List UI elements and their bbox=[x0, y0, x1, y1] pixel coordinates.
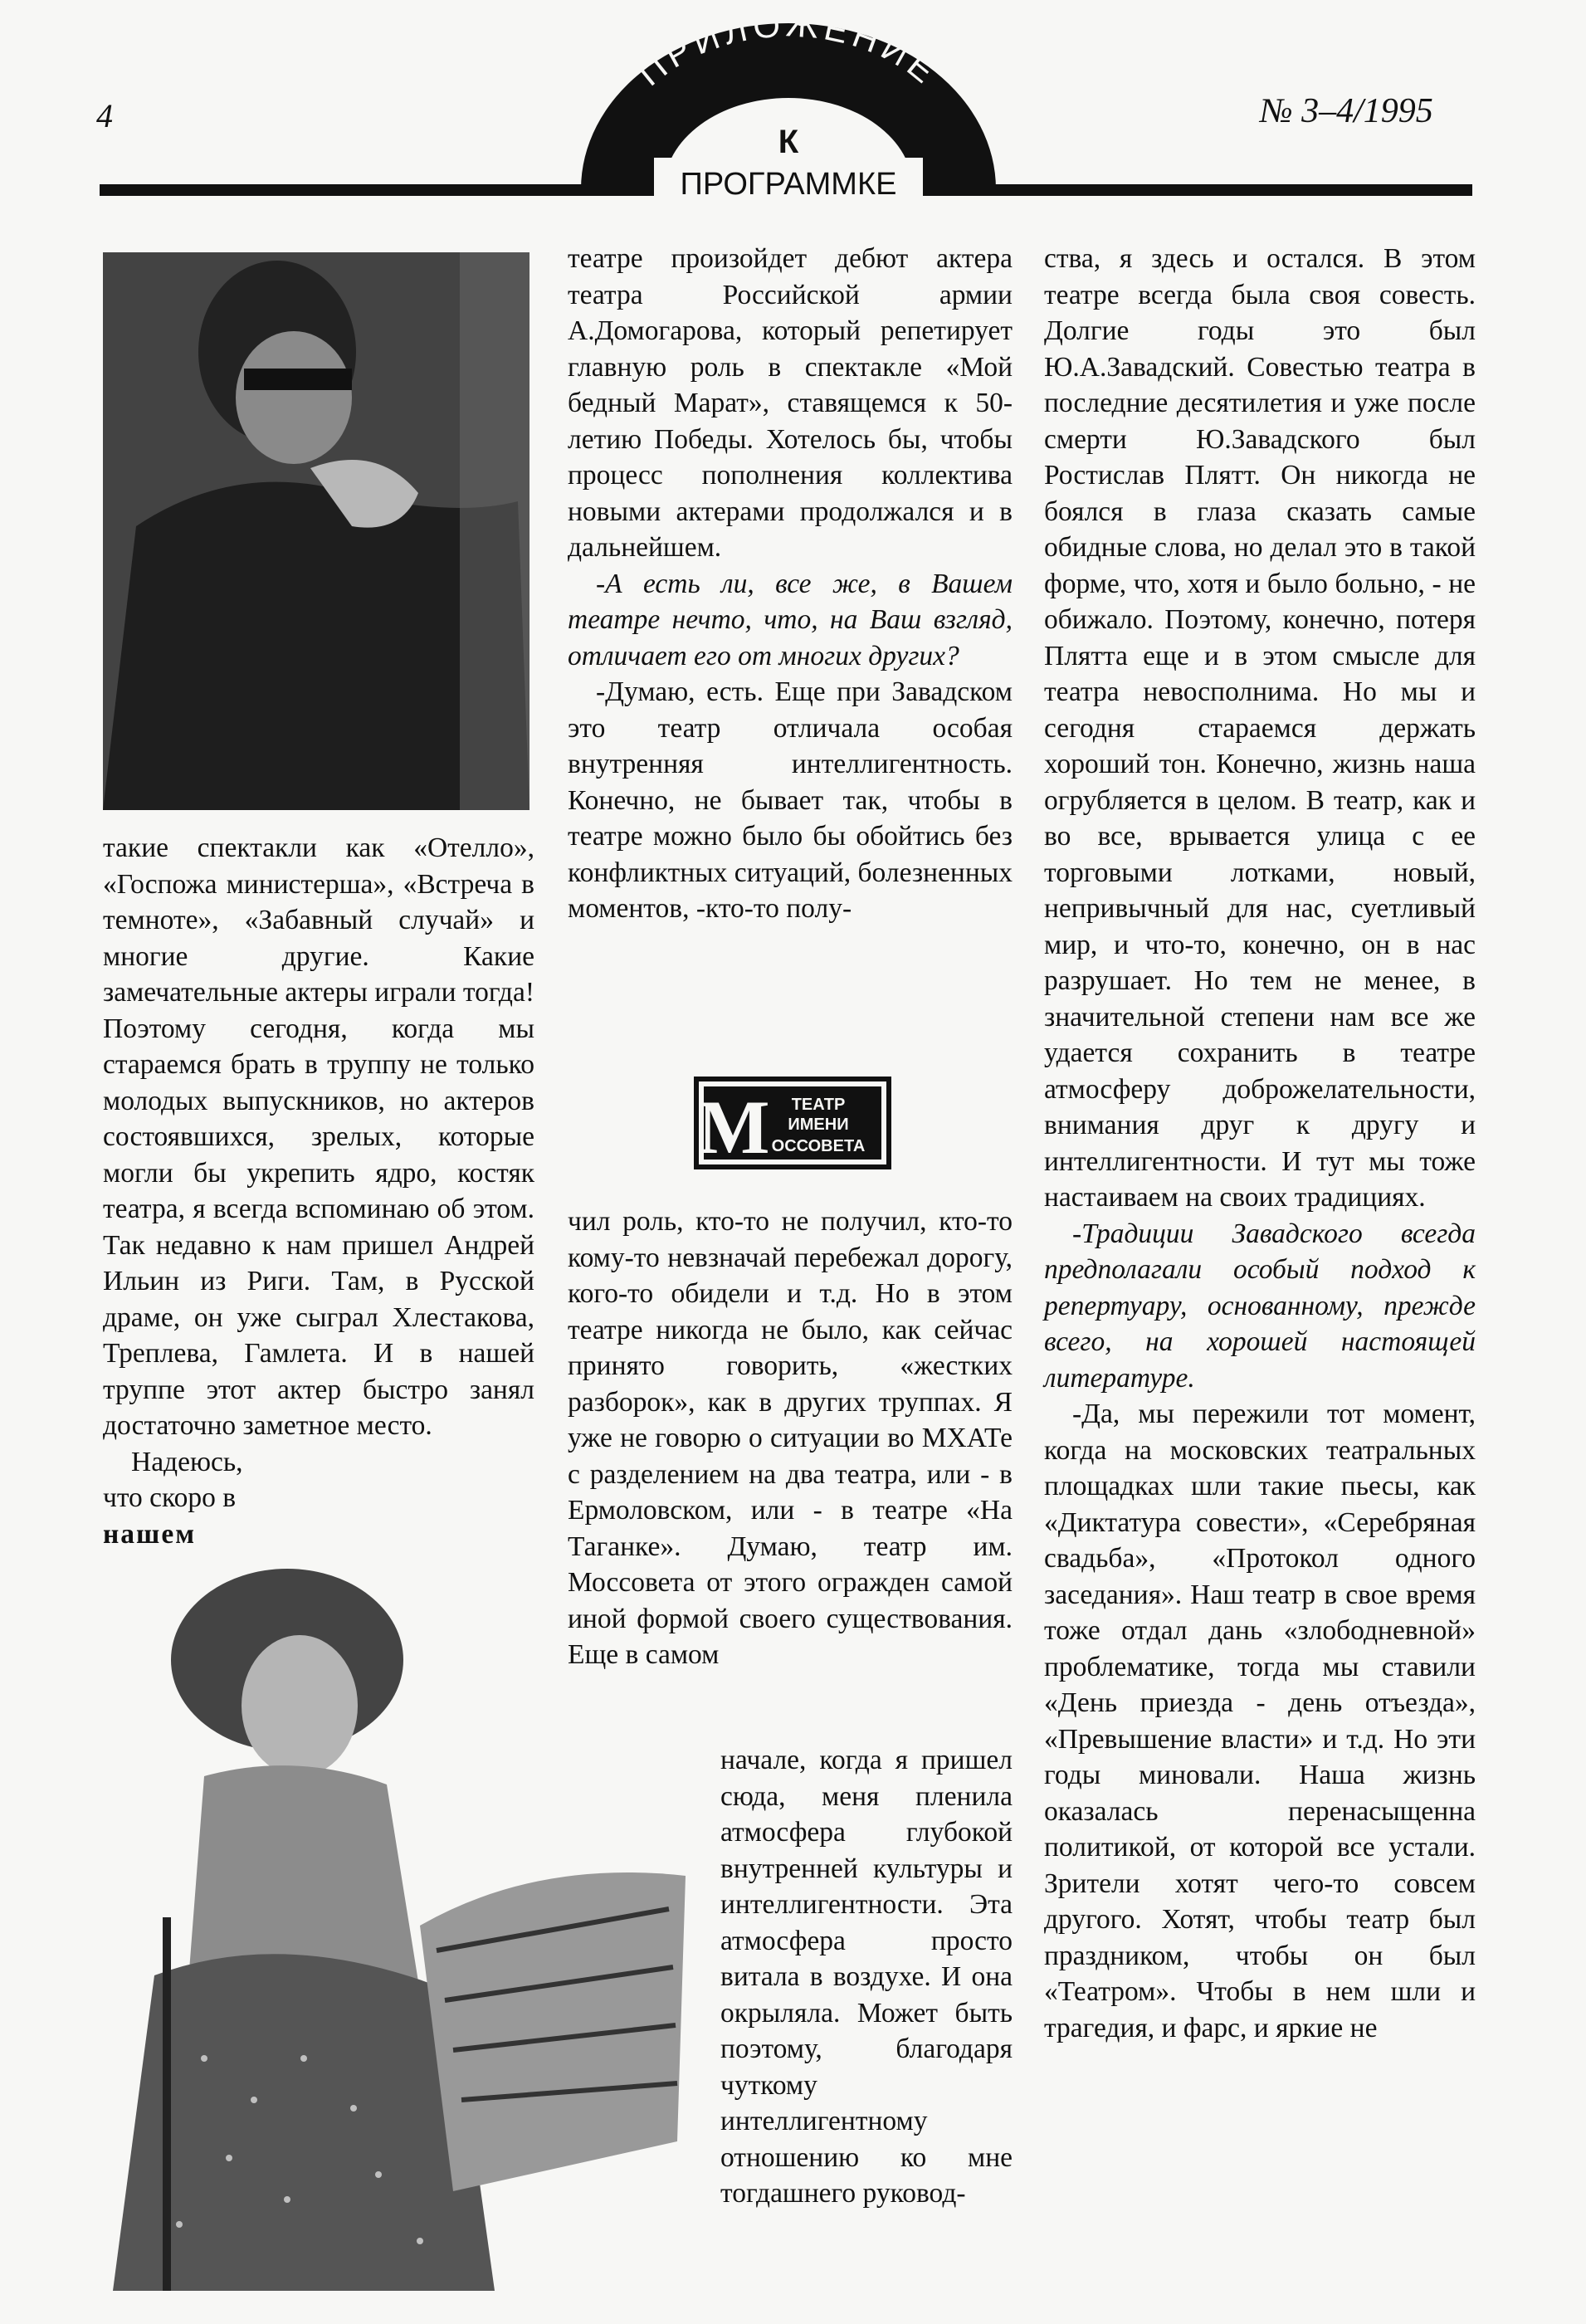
col1-line: нашем bbox=[103, 1518, 197, 1550]
badge-arc-text: ПРИЛОЖЕНИЕ bbox=[630, 12, 947, 94]
mossovet-theatre-logo bbox=[694, 1077, 891, 1169]
col3-paragraph: ства, я здесь и остался. В этом театре всегда была своя совесть. Долгие годы это был Ю.А.Завадский. Совестью театра в последние десятилетия и уже после смерти Ю.Завадского был Ростислав Плятт. Он никогда не боялся в глаза сказать самые обидные слова, но делал это в такой форме, что, хотя и было больно, - не обижало. Поэтому, конечно, потеря Плятта еще и в этом смысле для театра невосполнима. Но мы и сегодня стараемся держать хороший тон. Конечно, жизнь наша огрубляется в целом. В театр, как и во все, врывается улица с ее торговыми лотками, новый, непривычный для нас, суетливый мир, и что-то, конечно, он в нас разрушает. Но тем не менее, в значительной степени нам все же удается сохранить в театре атмосферу доброжелательности, внимания друг к другу и интеллигентности. И тут мы тоже настаиваем на своих традициях. bbox=[1044, 243, 1476, 1213]
actor-photo bbox=[103, 252, 529, 810]
col1-line: Надеюсь, bbox=[131, 1446, 243, 1477]
col1-paragraph: такие спектакли как «Отелло», «Госпожа министерша», «Встреча в темноте», «Забавный случай» и многие другие. Какие замечательные актеры играли тогда! Поэтому сегодня, когда мы стараемся брать в труппу не только молодых выпускников, но актеров состоявшихся, зрелых, которые могли бы укрепить ядро, костяк театра, я всегда вспоминаю об этом. Так недавно к нам пришел Андрей Ильин из Риги. Там, в Русской драме, он уже сыграл Хлестакова, Треплева, Гамлета. И в нашей труппе этот актер быстро занял достаточно заметное место. bbox=[103, 832, 534, 1441]
badge-bottom-text: ПРОГРАММКЕ bbox=[680, 167, 897, 202]
col2-paragraph: театре произойдет дебют актера театра Российской армии А.Домогарова, который репетирует главную роль в спектакле «Мой бедный Марат», ставящемся к 50-летию Победы. Хотелось бы, чтобы процесс пополнения коллектива новыми актерами продолжался и в дальнейшем. bbox=[568, 243, 1013, 563]
col1-line: что скоро в bbox=[103, 1482, 237, 1513]
column-2-bottom bbox=[568, 1204, 1013, 1673]
col2-paragraph: чил роль, кто-то не получил, кто-то кому-то невзначай перебежал дорогу, кого-то обидели и т.д. Но в этом театре никогда не было, как сейчас принято говорить, «жестких разборок», как в других труппах. Я уже не говорю о ситуации во МХАТе с разделением на два театра, или - в Ермоловском, или - в театре «На Таганке». Думаю, театр им. Моссовета от этого огражден самой иной формой своего существования. Еще в самом bbox=[568, 1206, 1013, 1670]
col2-paragraph: начале, когда я пришел сюда, меня пленила атмосфера глубокой внутренней культуры и интеллигентности. Эта атмосфера просто витала в воздухе. И она окрыляла. Может быть поэтому, благодаря чуткому интеллигентному отношению ко мне тогдашнего руковод- bbox=[720, 1745, 1013, 2209]
column-2-top bbox=[568, 241, 1013, 927]
logo-line: ОССОВЕТА bbox=[771, 1137, 866, 1155]
column-1 bbox=[103, 830, 534, 1552]
col2-paragraph: -Думаю, есть. Еще при Завадском это театр отличала особая внутренняя интеллигентность. Конечно, не бывает так, чтобы в театре можно было бы обойтись без конфликтных ситуаций, болезненных моментов, -кто-то полу- bbox=[568, 676, 1013, 924]
issue-number: № 3–4/1995 bbox=[1260, 92, 1433, 130]
column-2-narrow bbox=[720, 1742, 1013, 2212]
col3-paragraph: -Да, мы пережили тот момент, когда на московских театральных площадках шли такие пьесы, как «Диктатура совести», «Серебряная свадьба», «Протокол одного заседания». Наш театр в свое время тоже отдал дань «злободневной» проблематике, тогда мы ставили «День приезда - день отъезда», «Превышение власти» и т.д. Но эти годы миновали. Наша жизнь оказалась перенасыщенна политикой, от которой все устали. Зрители хотят чего-то совсем другого. Хотят, чтобы театр был праздником, чтобы он был «Театром». Чтобы в нем шли и трагедия, и фарс, и яркие не bbox=[1044, 1399, 1476, 2043]
column-3 bbox=[1044, 241, 1476, 2046]
supplement-badge bbox=[564, 12, 1013, 203]
page-number: 4 bbox=[96, 97, 113, 134]
logo-line: ТЕАТР bbox=[791, 1096, 846, 1114]
badge-middle-text: К bbox=[778, 124, 799, 160]
logo-line: ИМЕНИ bbox=[788, 1116, 849, 1134]
interview-question: -А есть ли, все же, в Вашем театре нечто, что, на Ваш взгляд, отличает его от многих других? bbox=[568, 568, 1013, 671]
logo-letter: М bbox=[697, 1085, 770, 1169]
interview-question: -Традиции Завадского всегда предполагали особый подход к репертуару, основанному, прежде всего, на хорошей настоящей литературе. bbox=[1044, 1218, 1476, 1394]
